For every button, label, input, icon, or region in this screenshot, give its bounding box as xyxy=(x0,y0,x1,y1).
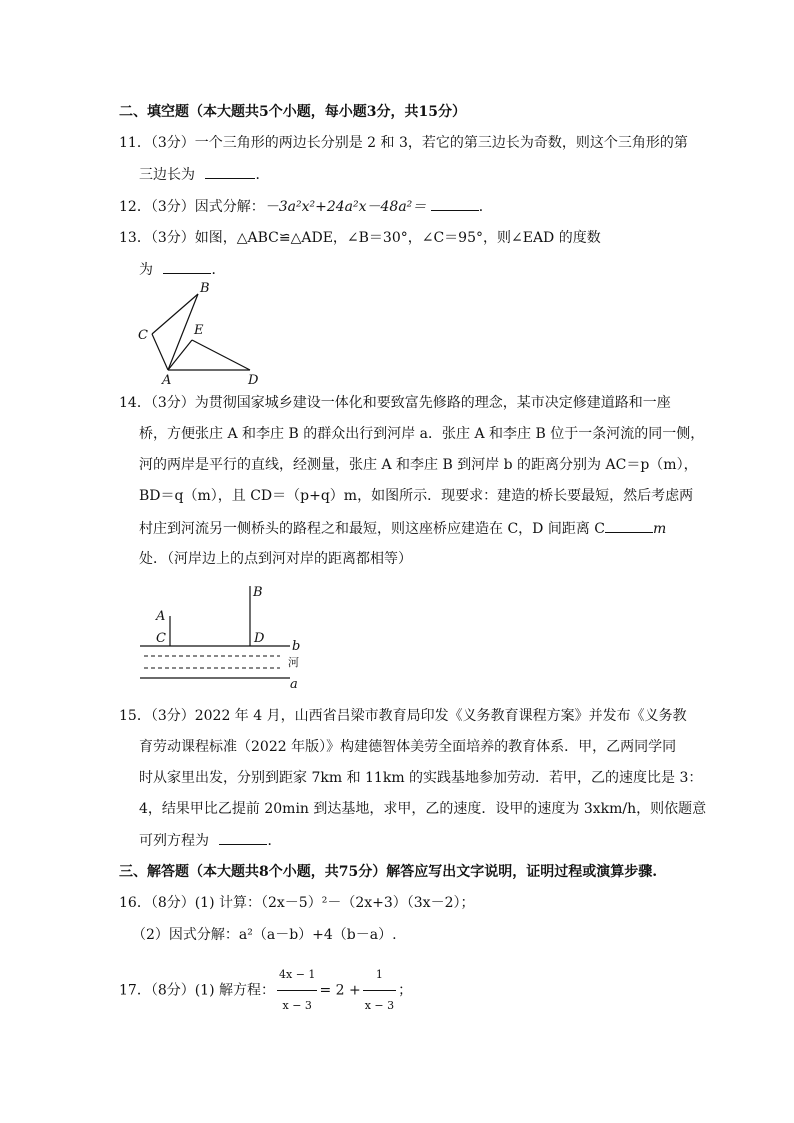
fraction-1-numerator: 4x − 1 xyxy=(277,960,317,991)
q15-line4: 4，结果甲比乙提前 20min 到达基地，求甲，乙的速度．设甲的速度为 3xkm/h，则依题意 xyxy=(139,801,707,817)
q12: 12．（3分）因式分解：－3a²x²+24a²x－48a²＝ ． xyxy=(119,196,493,217)
label-B: B xyxy=(200,281,210,296)
q17-prefix: 17．（8分）(1) 解方程： xyxy=(119,982,276,999)
q17-suffix: ； xyxy=(398,982,413,999)
answer-blank[interactable] xyxy=(163,259,211,274)
q11-line1: 11．（3分）一个三角形的两边长分别是 2 和 3，若它的第三边长为奇数，则这个三角形的第 xyxy=(119,135,688,151)
q12-expression: －3a²x²+24a²x－48a²＝ xyxy=(264,199,427,215)
fraction-1-denominator: x − 3 xyxy=(282,999,312,1012)
triangle-figure xyxy=(130,278,270,390)
q13-line1: 13．（3分）如图，△ABC≌△ADE，∠B＝30°，∠C＝95°，则∠EAD 的度数 xyxy=(119,230,601,246)
river-figure xyxy=(130,578,310,696)
label-B: B xyxy=(253,585,263,600)
equals-two: = 2 + xyxy=(319,982,361,999)
q15-line3: 时从家里出发，分别到距家 7km 和 11km 的实践基地参加劳动．若甲，乙的速度比是 3： xyxy=(139,770,703,786)
q11-line2: 三边长为 ． xyxy=(139,164,269,185)
q13-text: 为 xyxy=(139,262,153,278)
q15-line1: 15．（3分）2022 年 4 月，山西省吕梁市教育局印发《义务教育课程方案》并发布《义务教 xyxy=(119,708,687,724)
q14-line3: 河的两岸是平行的直线，经测量，张庄 A 和李庄 B 到河岸 b 的距离分别为 AC＝p（m）， xyxy=(139,457,698,473)
answer-blank[interactable] xyxy=(219,830,267,845)
q15-line2: 育劳动课程标准（2022 年版）》构建德智体美劳全面培养的教育体系．甲，乙两同学同 xyxy=(139,739,677,755)
label-C: C xyxy=(156,631,166,646)
q17-line1 xyxy=(119,960,412,1021)
label-A: A xyxy=(162,373,172,388)
q14-line2: 桥，方便张庄 A 和李庄 B 的群众出行到河岸 a．张庄 A 和李庄 B 位于一条河流的同一侧， xyxy=(139,426,705,442)
answer-blank[interactable] xyxy=(605,518,653,533)
fraction-2-numerator: 1 xyxy=(363,960,396,991)
q11-text: 三边长为 xyxy=(139,167,195,183)
label-D: D xyxy=(254,631,265,646)
q16-line1: 16．（8分）(1) 计算：（2x－5）²－（2x+3）（3x－2）； xyxy=(119,895,475,911)
answer-blank[interactable] xyxy=(431,196,479,211)
fraction-2-denominator: x − 3 xyxy=(364,999,395,1012)
q14-line4: BD＝q（m），且 CD＝（p+q）m，如图所示．现要求：建造的桥长要最短，然后考虑两 xyxy=(139,488,694,504)
q12-prefix: 12．（3分）因式分解： xyxy=(119,199,265,215)
label-C: C xyxy=(138,328,148,343)
unit-m: m xyxy=(653,521,667,537)
fraction-2 xyxy=(363,960,396,1021)
label-a: a xyxy=(290,677,298,692)
q14-text: 村庄到河流另一侧桥头的路程之和最短，则这座桥应建造在 C，D 间距离 C xyxy=(139,521,605,537)
answer-blank[interactable] xyxy=(205,164,255,179)
label-D: D xyxy=(248,373,259,388)
section-heading: 二、填空题（本大题共5个小题，每小题3分，共15分） xyxy=(119,104,466,120)
q13-line2: 为 ． xyxy=(139,259,225,280)
q15-text: 可列方程为 xyxy=(139,833,209,849)
label-A: A xyxy=(156,609,166,624)
label-b: b xyxy=(292,639,301,654)
q14-line1: 14．（3分）为贯彻国家城乡建设一体化和要致富先修路的理念，某市决定修建道路和一座 xyxy=(119,395,671,411)
q14-line5 xyxy=(139,518,666,539)
fraction-1 xyxy=(277,960,317,1021)
q14-line6: 处．（河岸边上的点到河对岸的距离都相等） xyxy=(139,551,412,567)
q15-line5: 可列方程为 ． xyxy=(139,830,281,851)
label-river: 河 xyxy=(288,656,299,669)
section-heading-3: 三、解答题（本大题共8个小题，共75分）解答应写出文字说明，证明过程或演算步骤. xyxy=(119,864,658,880)
label-E: E xyxy=(194,323,204,338)
q16-line2: （2）因式分解：a²（a－b）+4（b－a）. xyxy=(132,927,397,943)
